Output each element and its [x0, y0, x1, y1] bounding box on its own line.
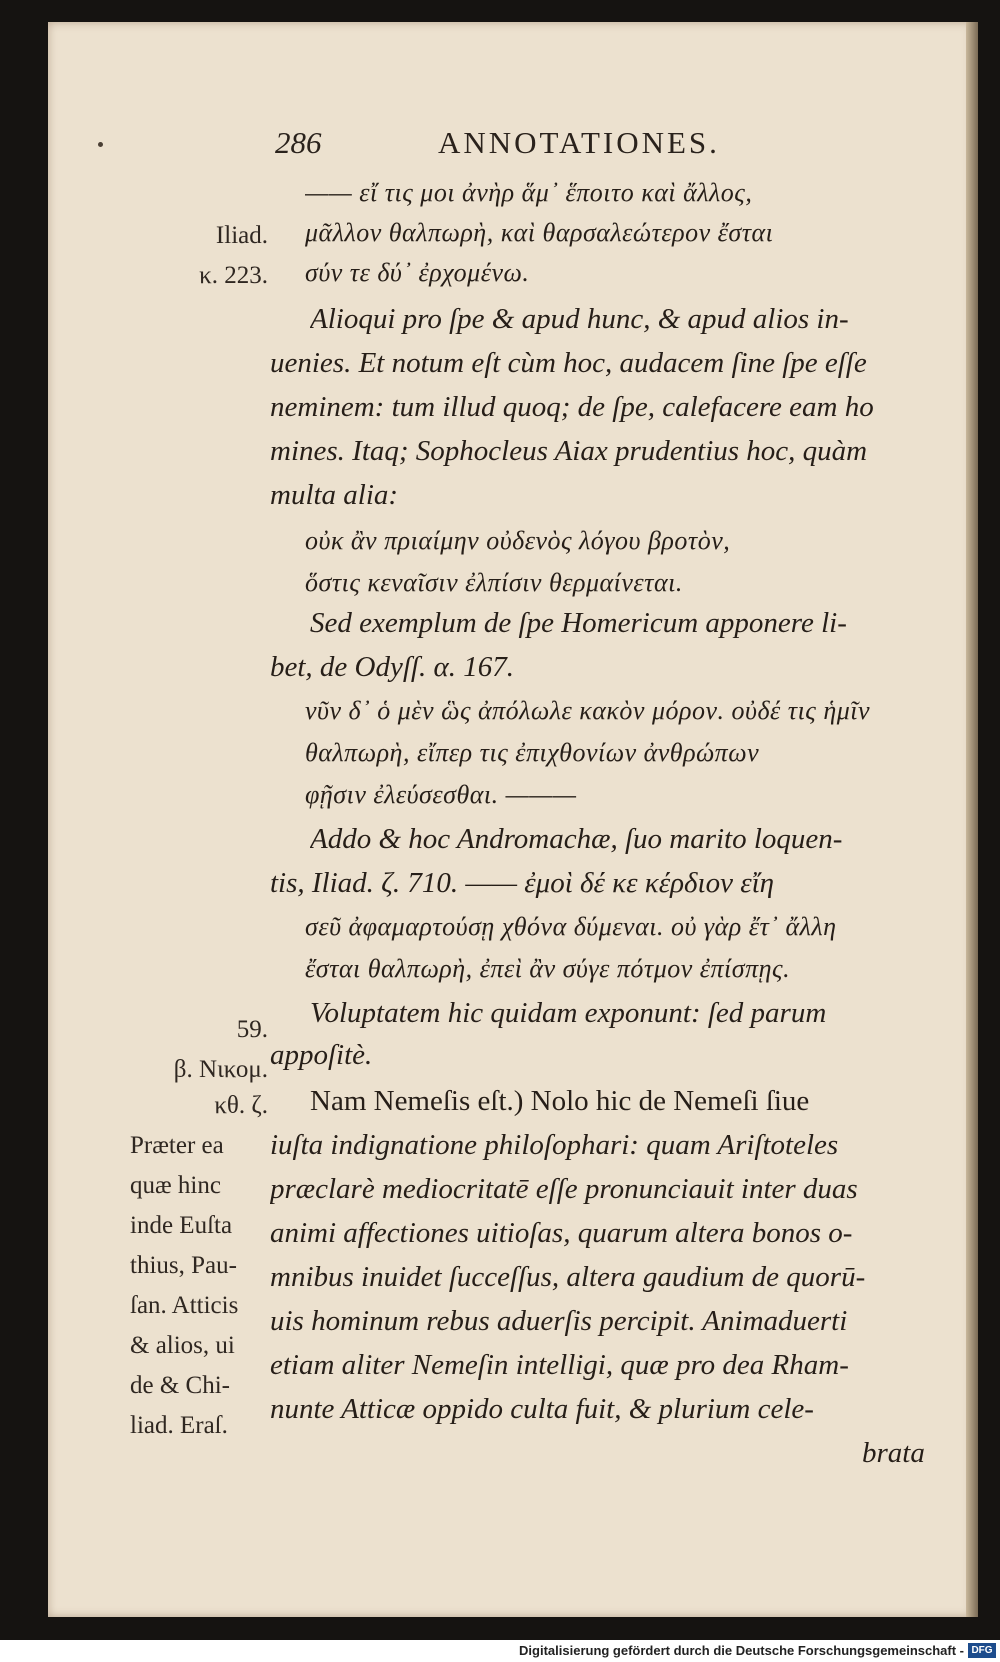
text-line: uenies. Et notum eſt cùm hoc, audacem ſine ſpe eſſe	[270, 347, 867, 379]
text-line: σεῦ ἀφαμαρτούσῃ χθόνα δύμεναι. οὐ γὰρ ἔτ᾽ ἄλλη	[305, 912, 837, 941]
text-line: μᾶλλον θαλπωρὴ, καὶ θαρσαλεώτερον ἔσται	[305, 218, 774, 247]
page-header	[213, 125, 873, 175]
page-number: 286	[275, 125, 322, 160]
text-line: præclarè mediocritatē eſſe pronunciauit inter duas	[270, 1173, 858, 1205]
text-line: Voluptatem hic quidam exponunt: ſed parum	[310, 997, 827, 1029]
text-line: tis, Iliad. ζ. 710. —— ἐμοὶ δέ κε κέρδιον εἴη	[270, 867, 775, 899]
text-line: φῇσιν ἐλεύσεσθαι. ———	[305, 780, 577, 809]
text-line: ὅστις κεναῖσιν ἐλπίσιν θερμαίνεται.	[305, 568, 683, 597]
text-line: Alioqui pro ſpe & apud hunc, & apud alios in-	[310, 303, 849, 335]
text-line: ἔσται θαλπωρὴ, ἐπεὶ ἂν σύγε πότμον ἐπίσπῃς.	[305, 954, 791, 983]
running-title: ANNOTATIONES.	[438, 125, 720, 160]
margin-note: ſan. Atticis	[130, 1292, 239, 1319]
text-line: θαλπωρὴ, εἴπερ τις ἐπιχθονίων ἀνθρώπων	[305, 738, 760, 767]
text-line: etiam aliter Nemeſin intelligi, quæ pro dea Rham-	[270, 1349, 849, 1381]
margin-note: 59.	[236, 1016, 268, 1043]
text-line: multa alia:	[270, 479, 399, 511]
text-line: mines. Itaq; Sophocleus Aiax prudentius hoc, quàm	[270, 435, 868, 467]
text-line: brata	[862, 1437, 925, 1469]
margin-note: inde Euſta	[130, 1212, 233, 1239]
margin-note: κθ. ζ.	[214, 1092, 268, 1119]
text-line: Sed exemplum de ſpe Homericum apponere li-	[310, 607, 847, 639]
margin-note: quæ hinc	[130, 1172, 221, 1199]
text-line: nunte Atticæ oppido culta fuit, & plurium cele-	[270, 1393, 814, 1425]
page-mark	[98, 142, 103, 147]
margin-note: Iliad.	[215, 222, 268, 249]
text-line: neminem: tum illud quoq; de ſpe, calefacere eam ho	[270, 391, 874, 423]
text-line: mnibus inuidet ſucceſſus, altera gaudium de quorū-	[270, 1261, 866, 1293]
text-line: Nam Nemeſis eſt.) Nolo hic de Nemeſi ſiue	[310, 1085, 810, 1117]
text-line: uis hominum rebus aduerſis percipit. Animaduerti	[270, 1305, 848, 1337]
text-line: σύν τε δύ᾽ ἐρχομένω.	[305, 258, 530, 287]
margin-note: & alios, ui	[130, 1332, 235, 1359]
margin-note: liad. Eraſ.	[130, 1412, 228, 1439]
margin-note: Præter ea	[130, 1132, 224, 1159]
dfg-logo[interactable]: DFG	[968, 1643, 996, 1658]
text-line: appoſitè.	[270, 1039, 373, 1071]
margin-note: thius, Pau-	[130, 1252, 237, 1279]
text-line: Addo & hoc Andromachæ, ſuo marito loquen-	[310, 823, 843, 855]
text-line: iuſta indignatione philoſophari: quam Ariſtoteles	[270, 1129, 839, 1161]
footer-credit: Digitalisierung gefördert durch die Deutsche Forschungsgemeinschaft -	[519, 1643, 964, 1658]
text-line: bet, de Odyſſ. α. 167.	[270, 651, 514, 683]
margin-note: κ. 223.	[199, 262, 268, 289]
text-line: animi affectiones uitioſas, quarum altera bonos o-	[270, 1217, 853, 1249]
text-line: νῦν δ᾽ ὁ μὲν ὣς ἀπόλωλε κακὸν μόρον. οὐδέ τις ἡμῖν	[305, 696, 871, 725]
margin-note: de & Chi-	[130, 1372, 230, 1399]
margin-note: β. Nικομ.	[173, 1056, 268, 1083]
text-line: οὐκ ἂν πριαίμην οὐδενὸς λόγου βροτὸν,	[305, 526, 731, 555]
text-line: —— εἴ τις μοι ἀνὴρ ἅμ᾽ ἕποιτο καὶ ἄλλος,	[305, 178, 753, 207]
footer-bar	[0, 1640, 1000, 1662]
